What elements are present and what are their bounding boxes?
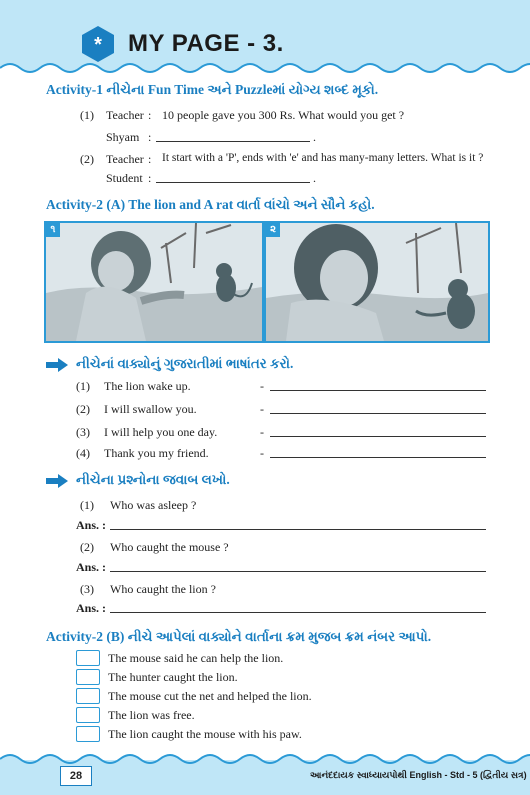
footer-book-title: આનંદદાયક સ્વાધ્યાયપોથી English - Std - 5 (દ્વિતીય સત્ર) xyxy=(310,770,527,780)
q-item3-answer-blank[interactable] xyxy=(110,612,486,613)
a1-item2-answer-label: Student xyxy=(106,171,143,185)
right-arrow-icon xyxy=(46,358,68,372)
q-item2-ans-label: Ans. : xyxy=(76,560,107,574)
story-panel-2 xyxy=(264,221,490,343)
q-item2-num: (2) xyxy=(80,540,94,554)
a1-item2-answer-blank[interactable] xyxy=(156,182,310,183)
a1-item1-answer-label: Shyam xyxy=(106,130,140,144)
order-item-3: The mouse cut the net and helped the lion. xyxy=(108,689,312,703)
story-panel-1 xyxy=(44,221,264,343)
order-box[interactable] xyxy=(76,707,100,723)
activity2b-heading: Activity-2 (B) નીચે આપેલાં વાક્યોને વાર્તાના ક્રમ મુજબ ક્રમ નંબર આપો. xyxy=(46,629,432,644)
tr-item4-num: (4) xyxy=(76,446,90,460)
a1-item2-text: It start with a 'P', ends with 'e' and has many-many letters. What is it ? xyxy=(162,152,484,164)
lion-and-mouse-illustration-2 xyxy=(266,223,488,341)
order-item-2: The hunter caught the lion. xyxy=(108,670,238,684)
order-box[interactable] xyxy=(76,688,100,704)
tr-item4-dash: - xyxy=(260,446,264,460)
order-item-1: The mouse said he can help the lion. xyxy=(108,651,284,665)
a1-item1-text: 10 people gave you 300 Rs. What would you get ? xyxy=(162,108,405,122)
tr-item3-text: I will help you one day. xyxy=(104,425,218,439)
order-item-5: The lion caught the mouse with his paw. xyxy=(108,727,302,741)
a1-item2-period: . xyxy=(313,171,316,185)
a1-item1-answer-blank[interactable] xyxy=(156,141,310,142)
tr-item3-blank[interactable] xyxy=(270,436,486,437)
tr-item1-blank[interactable] xyxy=(270,390,486,391)
translate-heading: નીચેનાં વાક્યોનું ગુજરાતીમાં ભાષાંતર કરો. xyxy=(76,356,294,371)
page-title: MY PAGE - 3. xyxy=(128,30,284,57)
q-item1-text: Who was asleep ? xyxy=(110,498,197,512)
questions-heading: નીચેના પ્રશ્નોના જવાબ લખો. xyxy=(76,472,230,487)
asterisk-icon xyxy=(78,24,118,64)
lion-and-mouse-illustration-1 xyxy=(46,223,262,341)
page-number: 28 xyxy=(60,766,92,786)
order-box[interactable] xyxy=(76,726,100,742)
tr-item2-blank[interactable] xyxy=(270,413,486,414)
a1-item1-answer-colon: : xyxy=(148,130,152,144)
order-box[interactable] xyxy=(76,669,100,685)
tr-item3-dash: - xyxy=(260,425,264,439)
q-item1-ans-label: Ans. : xyxy=(76,518,107,532)
tr-item4-blank[interactable] xyxy=(270,457,486,458)
a1-item1-num: (1) xyxy=(80,108,94,122)
order-box[interactable] xyxy=(76,650,100,666)
svg-text:*: * xyxy=(94,34,102,56)
tr-item2-dash: - xyxy=(260,402,264,416)
tr-item1-num: (1) xyxy=(76,379,90,393)
a1-item1-period: . xyxy=(313,130,316,144)
panel-2-number: ૨ xyxy=(266,223,280,237)
tr-item1-dash: - xyxy=(260,379,264,393)
a1-item2-colon: : xyxy=(148,152,152,166)
tr-item4-text: Thank you my friend. xyxy=(104,446,209,460)
tr-item3-num: (3) xyxy=(76,425,90,439)
a1-item2-num: (2) xyxy=(80,152,94,166)
a1-item2-speaker: Teacher xyxy=(106,152,144,166)
tr-item2-num: (2) xyxy=(76,402,90,416)
q-item3-ans-label: Ans. : xyxy=(76,601,107,615)
tr-item2-text: I will swallow you. xyxy=(104,402,197,416)
order-item-4: The lion was free. xyxy=(108,708,195,722)
footer-wave xyxy=(0,745,530,765)
a1-item1-colon: : xyxy=(148,108,152,122)
right-arrow-icon xyxy=(46,474,68,488)
q-item3-text: Who caught the lion ? xyxy=(110,582,216,596)
q-item2-answer-blank[interactable] xyxy=(110,571,486,572)
a1-item1-speaker: Teacher xyxy=(106,108,144,122)
tr-item1-text: The lion wake up. xyxy=(104,379,191,393)
activity2a-heading: Activity-2 (A) The lion and A rat વાર્તા વાંચો અને સૌને કહો. xyxy=(46,197,375,212)
a1-item2-answer-colon: : xyxy=(148,171,152,185)
q-item1-answer-blank[interactable] xyxy=(110,529,486,530)
q-item1-num: (1) xyxy=(80,498,94,512)
activity1-heading: Activity-1 નીચેના Fun Time અને Puzzleમાં યોગ્ય શબ્દ મૂકો. xyxy=(46,82,379,97)
q-item3-num: (3) xyxy=(80,582,94,596)
q-item2-text: Who caught the mouse ? xyxy=(110,540,229,554)
panel-1-number: ૧ xyxy=(46,223,60,237)
